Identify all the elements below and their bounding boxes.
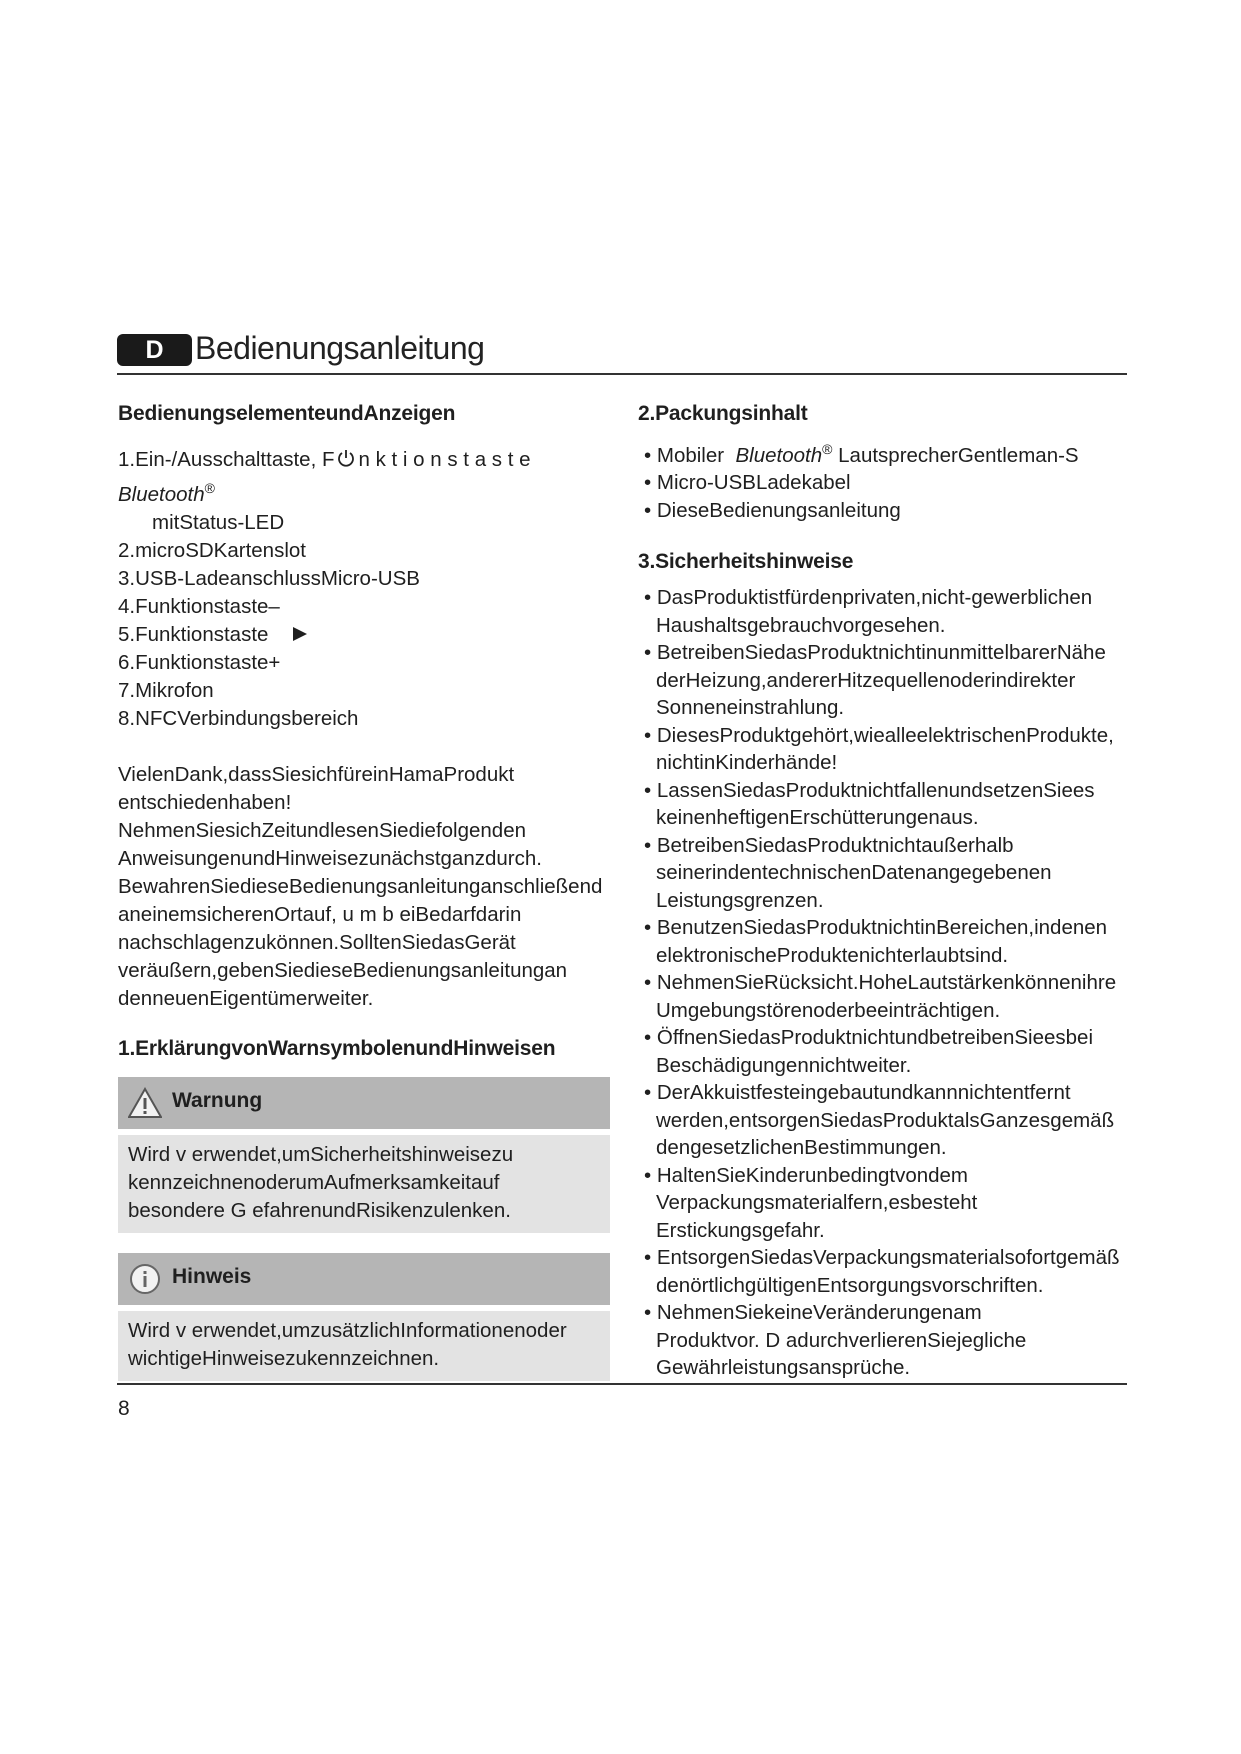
safety-item-continuation: Umgebungstörenoderbeeinträchtigen. xyxy=(656,998,1001,1022)
list-item: 8.NFCVerbindungsbereich xyxy=(118,706,359,730)
safety-item-continuation: Produktvor. D adurchverlierenSiejegliche xyxy=(656,1328,1027,1352)
safety-item xyxy=(638,914,1130,969)
play-icon xyxy=(292,626,308,642)
list-item: • Micro-USBLadekabel xyxy=(644,471,851,495)
safety-item-continuation: denörtlichgültigenEntsorgungsvorschriften. xyxy=(656,1273,1044,1297)
safety-item-continuation: Beschädigungennichtweiter. xyxy=(656,1053,912,1077)
safety-item-continuation: Verpackungsmaterialfern,esbesteht xyxy=(656,1191,978,1215)
intro-paragraph: VielenDank,dassSiesichfüreinHamaProdukt entschiedenhaben! NehmenSiesichZeitundlesenSiediefolgenden AnweisungenundHinweisezunächstganzdurch. BewahrenSiedieseBedienungsanleitunganschließend aneinemsicherenOrtauf, u m b eiBedarfdarin nachschlagenzukönnen.SolltenSiedasGerät veräußern,gebenSiedieseBedienungsanleitungan denneuenEigentümerweiter. xyxy=(118,762,603,1010)
safety-item-line: • NehmenSieRücksicht.HoheLautstärkenkönnenihre xyxy=(644,971,1117,995)
note-label: Hinweis xyxy=(172,1264,252,1288)
note-header xyxy=(118,1253,610,1305)
safety-item-continuation: Leistungsgrenzen. xyxy=(656,888,824,912)
safety-item xyxy=(638,832,1130,915)
safety-list xyxy=(638,584,1130,1382)
warning-header xyxy=(118,1077,610,1129)
left-column xyxy=(118,402,610,1381)
safety-item xyxy=(638,639,1130,722)
safety-item xyxy=(638,969,1130,1024)
section1-heading: 1.ErklärungvonWarnsymbolenundHinweisen xyxy=(118,1036,556,1060)
safety-item xyxy=(638,1244,1130,1299)
safety-item-line: • ÖffnenSiedasProduktnichtundbetreibenSieesbei xyxy=(644,1026,1093,1050)
safety-item-continuation: derHeizung,andererHitzequellenoderindirekter xyxy=(656,668,1076,692)
safety-item-line: • BetreibenSiedasProduktnichtinunmittelbarerNähe xyxy=(644,641,1106,665)
safety-item-continuation: Gewährleistungsansprüche. xyxy=(656,1356,911,1380)
safety-item-line: • DerAkkuistfesteingebautundkannnichtentfernt xyxy=(644,1081,1071,1105)
power-icon xyxy=(336,448,356,468)
language-badge: D xyxy=(117,334,192,366)
right-column xyxy=(638,402,1130,1382)
safety-item xyxy=(638,1079,1130,1162)
safety-item-line: • DasProduktistfürdenprivaten,nicht-gewerblichen xyxy=(644,586,1093,610)
section2-heading: 2.Packungsinhalt xyxy=(638,402,808,425)
safety-item-line: • LassenSiedasProduktnichtfallenundsetzenSiees xyxy=(644,778,1095,802)
list-item: 5.Funktionstaste xyxy=(118,621,610,649)
safety-item-line: • BetreibenSiedasProduktnichtaußerhalb xyxy=(644,833,1014,857)
list-item: 3.USB-LadeanschlussMicro-USB xyxy=(118,566,420,590)
safety-item-line: • EntsorgenSiedasVerpackungsmaterialsofortgemäß xyxy=(644,1246,1120,1270)
section3-heading: 3.Sicherheitshinweise xyxy=(638,550,854,574)
safety-item-line: • NehmenSiekeineVeränderungenam xyxy=(644,1301,982,1325)
note-text: Wird v erwendet,umzusätzlichInformationenoder wichtigeHinweisezukennzeichnen. xyxy=(118,1311,610,1381)
list-item: 1.Ein-/Ausschalttaste, F n k t i o n s t a s t e Bluetooth® xyxy=(118,448,531,506)
safety-item xyxy=(638,1299,1130,1382)
safety-item xyxy=(638,1024,1130,1079)
safety-item-continuation: Haushaltsgebrauchvorgesehen. xyxy=(656,613,946,637)
safety-item xyxy=(638,584,1130,639)
safety-item-line: • BenutzenSiedasProduktnichtinBereichen,indenen xyxy=(644,916,1108,940)
safety-item-continuation: werden,entsorgenSiedasProduktalsGanzesgemäß xyxy=(656,1108,1115,1132)
warning-text: Wird v erwendet,umSicherheitshinweisezu kennzeichnenoderumAufmerksamkeitauf besondere G efahrenundRisikenzulenken. xyxy=(118,1135,610,1233)
list-item: • Mobiler Bluetooth® LautsprecherGentleman-S xyxy=(644,441,1079,467)
page-header xyxy=(117,330,1127,376)
warning-label: Warnung xyxy=(172,1088,263,1112)
safety-item-continuation: Erstickungsgefahr. xyxy=(656,1218,825,1242)
controls-list xyxy=(118,446,610,733)
safety-item-continuation: seinerindentechnischenDatenangegebenen xyxy=(656,861,1052,885)
safety-item-line: • DiesesProduktgehört,wiealleelektrischenProdukte, xyxy=(644,723,1114,747)
safety-item-continuation: elektronischeProduktenichterlaubtsind. xyxy=(656,943,1009,967)
document-title: Bedienungsanleitung xyxy=(195,330,485,366)
list-item: 7.Mikrofon xyxy=(118,678,214,702)
footer-rule xyxy=(117,1383,1127,1385)
safety-item-line: • HaltenSieKinderunbedingtvondem xyxy=(644,1163,969,1187)
header-rule xyxy=(117,373,1127,375)
list-item: 4.Funktionstaste– xyxy=(118,594,280,618)
safety-item xyxy=(638,777,1130,832)
list-item: 6.Funktionstaste+ xyxy=(118,650,281,674)
note-box xyxy=(118,1253,610,1381)
package-list xyxy=(638,436,1130,524)
safety-item-continuation: keinenheftigenErschütterungenaus. xyxy=(656,806,979,830)
safety-item-continuation: nichtinKinderhände! xyxy=(656,751,838,775)
safety-item xyxy=(638,1162,1130,1245)
info-icon xyxy=(128,1263,162,1295)
page-number: 8 xyxy=(118,1397,130,1420)
list-item: • DieseBedienungsanleitung xyxy=(644,498,901,522)
warning-box xyxy=(118,1077,610,1233)
safety-item-continuation: Sonneneinstrahlung. xyxy=(656,696,845,720)
list-item-continuation: mitStatus-LED xyxy=(152,510,285,534)
warning-icon xyxy=(128,1087,162,1119)
list-item: 2.microSDKartenslot xyxy=(118,538,306,562)
controls-heading: BedienungselementeundAnzeigen xyxy=(118,402,456,425)
safety-item xyxy=(638,722,1130,777)
safety-item-continuation: dengesetzlichenBestimmungen. xyxy=(656,1136,947,1160)
